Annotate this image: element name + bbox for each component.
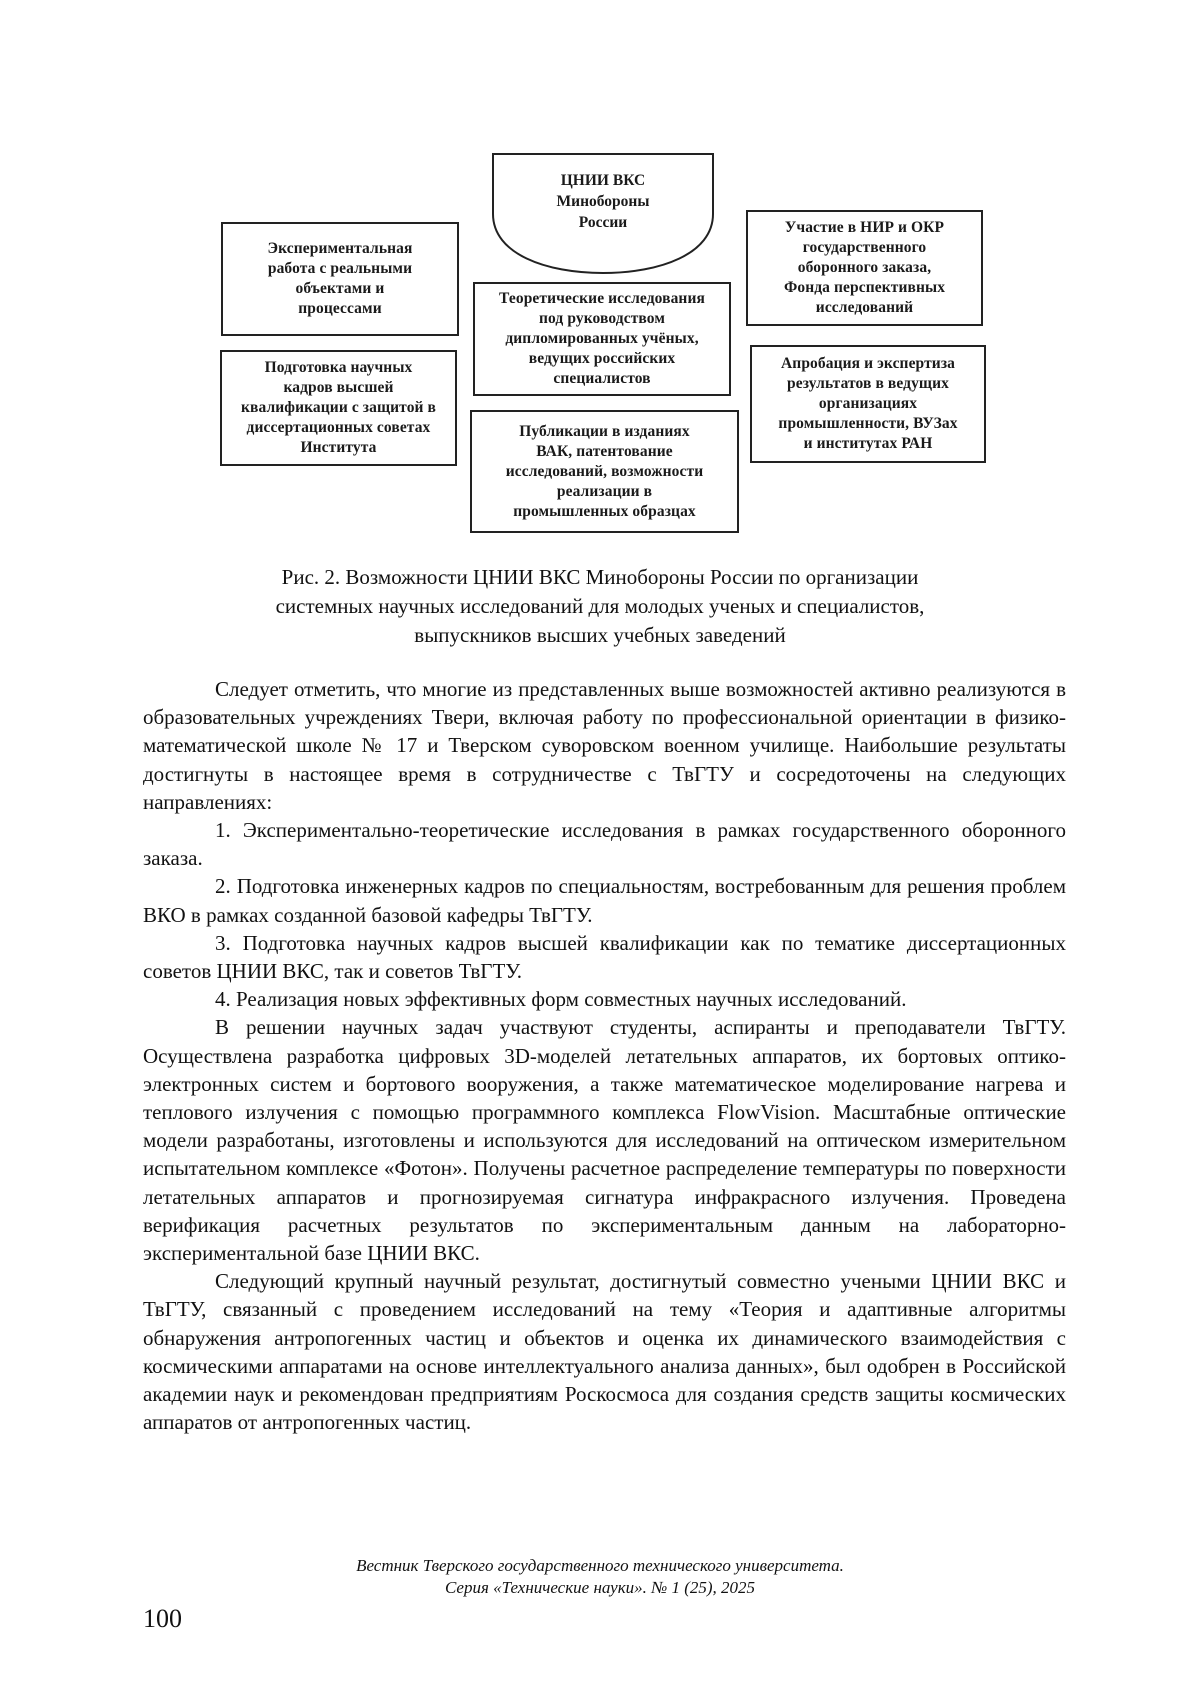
box-line: под руководством [539,310,665,327]
paragraph-result: Следующий крупный научный результат, достигнутый совместно учеными ЦНИИ ВКС и ТвГТУ, связанный с проведением исследований на тему «Теория и адаптивные алгоритмы обнаружения антропогенных частиц и объектов и оценка их динамического взаимодействия с космическими аппаратами на основе интеллектуального анализа данных», был одобрен в Российской академии наук и рекомендован предприятиям Роскосмоса для создания средств защиты космических аппаратов от антропогенных частиц. [143,1269,1066,1435]
box-line: работа с реальными [267,260,413,277]
box-line: Подготовка научных [264,359,413,376]
page-number: 100 [143,1604,182,1633]
article-body [143,675,1066,1436]
box-line: квалификации с защитой в [240,399,437,416]
box-line: результатов в ведущих [787,375,949,392]
center-node-label [490,170,716,233]
box-line: Экспериментальная [267,240,413,257]
box-line: реализации в [556,482,653,500]
box-line: Института [300,439,377,456]
box-line: и институтах РАН [803,435,933,452]
journal-footer [250,1555,950,1599]
journal-series: Серия «Технические науки». № 1 (25), 2025 [444,1578,756,1597]
box-experimental-work [221,222,459,336]
center-node-line: ЦНИИ ВКС [560,172,646,189]
list-item-4: 4. Реализация новых эффективных форм совместных научных исследований. [215,987,907,1012]
paragraph-research: В решении научных задач участвуют студенты, аспиранты и преподаватели ТвГТУ. Осуществлена разработка цифровых 3D-моделей летательных аппаратов, их бортовых оптико-электронных систем и бортового вооружения, а также математическое моделирование нагрева и теплового излучения с помощью программного комплекса FlowVision. Масштабные оптические модели разработаны, изготовлены и используются для исследований на оптическом измерительном испытательном комплексе «Фотон». Получены расчетное распределение температуры по поверхности летательных аппаратов и прогнозируемая сигнатура инфракрасного излучения. Проведена верификация расчетных результатов по экспериментальным данным на лабораторно-экспериментальной базе ЦНИИ ВКС. [143,1015,1066,1266]
caption-line: системных научных исследований для молодых ученых и специалистов, [275,594,925,618]
caption-line: выпускников высших учебных заведений [414,623,786,647]
box-line: исследований, возможности [505,462,704,480]
box-line: Участие в НИР и ОКР [784,219,945,236]
box-approbation-expertise [750,345,986,463]
box-line: промышленности, ВУЗах [778,415,958,432]
box-line: оборонного заказа, [797,259,932,276]
box-line: Теоретические исследования [499,290,705,307]
box-line: промышленных образцах [513,502,696,520]
box-line: дипломированных учёных, [505,330,699,347]
box-line: Фонда перспективных [783,279,946,296]
list-item-1: 1. Экспериментально-теоретические исследования в рамках государственного оборонного заказа. [143,818,1066,871]
box-publications [470,410,739,533]
box-line: ВАК, патентование [536,442,673,460]
figure-caption [150,563,1050,650]
journal-title: Вестник Тверского государственного технического университета. [356,1556,844,1575]
box-line: процессами [298,300,382,317]
box-line: кадров высшей [283,379,394,396]
box-scientific-training [220,350,457,466]
box-line: Апробация и экспертиза [781,355,955,372]
diagram-center-node [490,152,716,276]
figure-diagram [0,0,1200,550]
box-line: Публикации в изданиях [519,422,690,440]
list-item-3: 3. Подготовка научных кадров высшей квалификации как по тематике диссертационных советов ЦНИИ ВКС, так и советов ТвГТУ. [143,930,1066,984]
box-line: исследований [815,299,914,316]
box-line: организациях [818,395,918,412]
box-line: государственного [802,239,927,256]
paragraph-intro: Следует отметить, что многие из представленных выше возможностей активно реализуются в образовательных учреждениях Твери, включая работу по профессиональной ориентации в физико-математической школе № 17 и Тверском суворовском военном училище. Наибольшие результаты достигнуты в настоящее время в сотрудничестве с ТвГТУ и сосредоточены на следующих направлениях: [143,677,1066,814]
box-nir-okr-participation [746,210,983,326]
box-line: специалистов [553,370,651,387]
center-node-line: России [578,214,628,231]
box-line: объектами и [295,280,385,297]
center-node-line: Минобороны [556,193,650,210]
caption-line: Рис. 2. Возможности ЦНИИ ВКС Минобороны России по организации [281,565,919,589]
box-theoretical-research [473,282,731,396]
box-line: ведущих российских [528,350,676,367]
box-line: диссертационных советах [246,419,431,436]
list-item-2: 2. Подготовка инженерных кадров по специальностям, востребованным для решения проблем ВКО в рамках созданной базовой кафедры ТвГТУ. [143,874,1066,927]
